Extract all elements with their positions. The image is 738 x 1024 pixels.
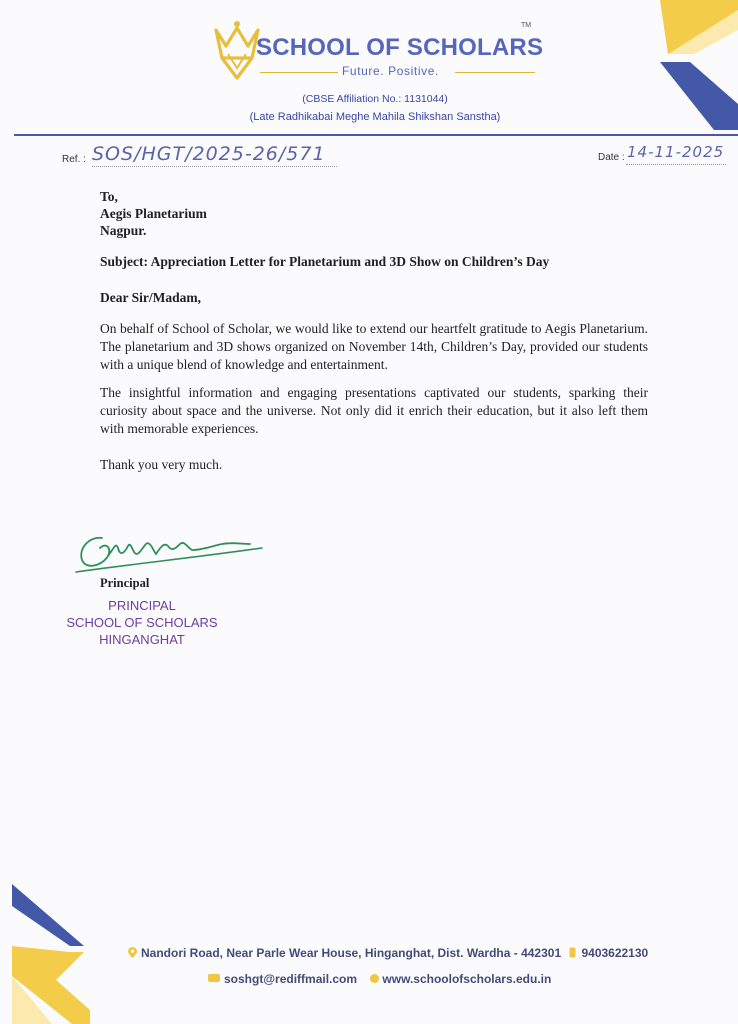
tagline: Future. Positive. [342, 64, 439, 78]
email-address[interactable]: soshgt@rediffmail.com [224, 972, 358, 986]
salutation: Dear Sir/Madam, [100, 290, 201, 305]
tagline-rule-right [455, 72, 535, 73]
subject-line: Subject: Appreciation Letter for Planetarium and 3D Show on Children’s Day [100, 254, 550, 269]
tagline-rule-left [260, 72, 338, 73]
header-divider [14, 134, 738, 136]
phone-icon [568, 947, 577, 958]
stamp-line-2: SCHOOL OF SCHOLARS [66, 615, 218, 630]
corner-decoration-top-right [660, 0, 738, 132]
date-label: Date : [598, 152, 625, 163]
paragraph-1: On behalf of School of Scholar, we would like to extend our heartfelt gratitude to Aegis Planetarium. The planetarium and 3D shows organized on November 14th, Children’s Day, provided our students with a unique blend of knowledge and entertainment. [100, 321, 648, 372]
footer-address [128, 946, 648, 960]
recipient-name: Aegis Planetarium [100, 206, 207, 221]
principal-stamp [62, 597, 222, 648]
stamp-line-1: PRINCIPAL [108, 598, 176, 613]
paragraph-2: The insightful information and engaging presentations captivated our students, sparking their curiosity about space and the universe. Not only did it enrich their education, but it also left them with memorable experiences. [100, 385, 648, 436]
signatory-title: Principal [100, 576, 150, 590]
recipient-city: Nagpur. [100, 223, 147, 238]
date-value: 14-11-2025 [627, 143, 725, 161]
date-dotted-line [626, 164, 726, 165]
ref-dotted-line [92, 166, 337, 167]
location-pin-icon [128, 947, 137, 958]
ref-number: SOS/HGT/2025-26/571 [92, 143, 326, 165]
closing-line: Thank you very much. [100, 457, 223, 472]
stamp-line-3: HINGANGHAT [99, 632, 185, 647]
footer-contact [208, 972, 551, 986]
ref-label: Ref. : [62, 154, 86, 165]
trademark: TM [521, 22, 532, 29]
crown-logo-icon [212, 16, 262, 82]
address-text: Nandori Road, Near Parle Wear House, Hinganghat, Dist. Wardha - 442301 [141, 946, 562, 960]
corner-decoration-bottom-left [12, 884, 92, 1024]
to-line: To, [100, 189, 118, 204]
phone-number[interactable]: 9403622130 [581, 946, 649, 960]
phone-group [568, 946, 648, 960]
mail-icon [208, 974, 220, 982]
school-name: SCHOOL OF SCHOLARS [256, 34, 544, 61]
principal-signature [72, 518, 272, 580]
trust-name: (Late Radhikabai Meghe Mahila Shikshan Sanstha) [249, 111, 501, 123]
website-url[interactable]: www.schoolofscholars.edu.in [382, 972, 552, 986]
affiliation-number: (CBSE Affiliation No.: 1131044) [302, 93, 448, 105]
globe-icon [370, 974, 379, 983]
